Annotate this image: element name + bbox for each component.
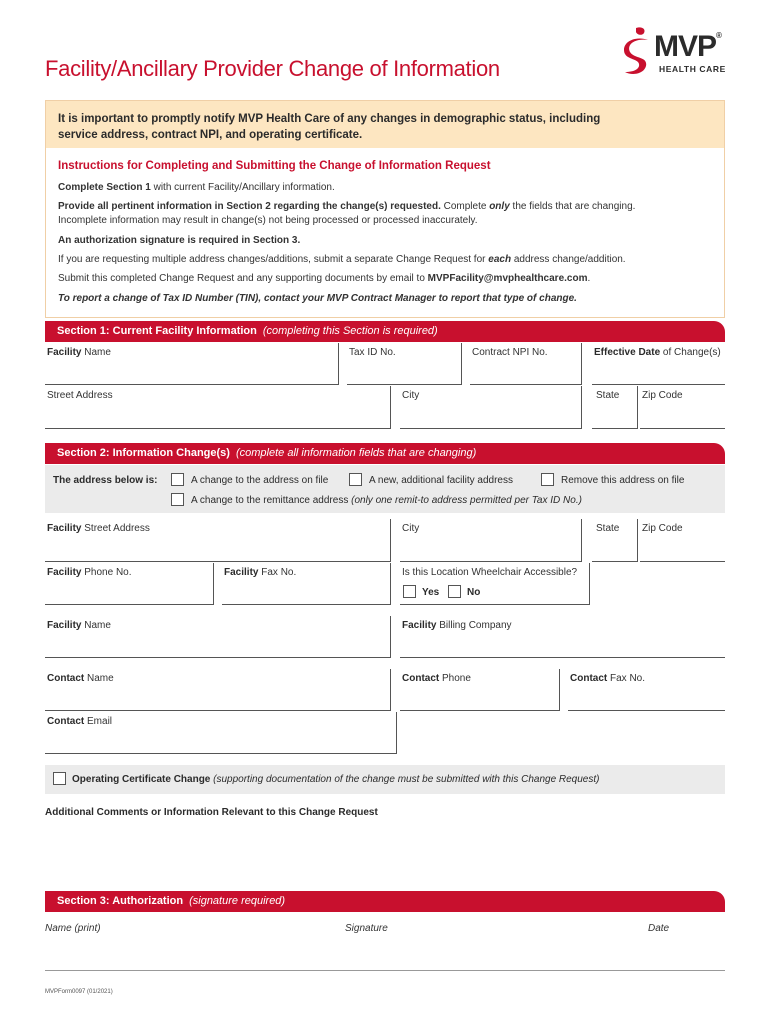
sig-signature-field[interactable]	[345, 940, 635, 964]
instruction-line-6: To report a change of Tax ID Number (TIN), contact your MVP Contract Manager to report that type of change.	[58, 293, 577, 304]
s1-street-address-field[interactable]: Street Address	[45, 386, 391, 429]
s2-contact-email-field[interactable]: Contact Email	[45, 712, 397, 754]
checkbox-wheelchair-no[interactable]	[448, 585, 461, 598]
sig-date-label: Date	[648, 923, 670, 934]
section1-header: Section 1: Current Facility Information (completing this Section is required)	[45, 321, 725, 342]
checkbox-change-address[interactable]	[171, 473, 184, 486]
s2-fax-field[interactable]: Facility Fax No.	[222, 563, 391, 605]
checkbox-new-address[interactable]	[349, 473, 362, 486]
comments-label: Additional Comments or Information Relevant to this Change Request	[45, 807, 378, 818]
instruction-line-3: An authorization signature is required in Section 3.	[58, 235, 301, 246]
checkbox-op-cert-label: Operating Certificate Change (supporting documentation of the change must be submitted with this Change Request)	[72, 774, 600, 785]
s2-state-field[interactable]: State	[592, 519, 638, 562]
logo-wordmark: MVP®	[654, 30, 721, 63]
s1-facility-name-field[interactable]: Facility Name	[45, 343, 339, 385]
instruction-line-4: If you are requesting multiple address changes/additions, submit a separate Change Request for each address change/addition.	[58, 254, 626, 265]
s2-street-address-field[interactable]: Facility Street Address	[45, 519, 391, 562]
checkbox-new-address-label: A new, additional facility address	[369, 475, 513, 486]
checkbox-remit-address-label: A change to the remittance address (only one remit-to address permitted per Tax ID No.)	[191, 495, 582, 506]
sig-name-field[interactable]	[45, 940, 335, 964]
section2-header: Section 2: Information Change(s) (complete all information fields that are changing)	[45, 443, 725, 464]
checkbox-wheelchair-yes-label: Yes	[422, 587, 440, 598]
s2-billing-company-field[interactable]: Facility Billing Company	[400, 616, 725, 658]
instruction-line-1: Complete Section 1 with current Facility/Ancillary information.	[58, 182, 335, 193]
instruction-line-2b: Incomplete information may result in change(s) not being processed or processed inaccurately.	[58, 215, 478, 226]
logo-tagline: HEALTH CARE	[659, 64, 726, 74]
s1-zip-field[interactable]: Zip Code	[640, 386, 725, 429]
checkbox-wheelchair-no-label: No	[467, 587, 481, 598]
mvp-swoosh-icon	[622, 26, 654, 78]
s2-wheelchair-field: Is this Location Wheelchair Accessible?	[400, 563, 590, 605]
s1-contract-npi-field[interactable]: Contract NPI No.	[470, 343, 582, 385]
address-below-label: The address below is:	[53, 475, 158, 486]
s2-contact-phone-field[interactable]: Contact Phone	[400, 669, 560, 711]
checkbox-op-cert[interactable]	[53, 772, 66, 785]
s1-effective-date-field[interactable]: Effective Date of Change(s)	[592, 343, 725, 385]
sig-name-label: Name (print)	[45, 923, 101, 934]
sig-signature-label: Signature	[345, 923, 388, 934]
instruction-line-2: Provide all pertinent information in Section 2 regarding the change(s) requested. Complete only the fields that are changing.	[58, 201, 636, 212]
s2-city-field[interactable]: City	[400, 519, 582, 562]
s2-phone-field[interactable]: Facility Phone No.	[45, 563, 214, 605]
email-link[interactable]: MVPFacility@mvphealthcare.com	[427, 273, 588, 284]
section3-header: Section 3: Authorization (signature required)	[45, 891, 725, 912]
s2-contact-fax-field[interactable]: Contact Fax No.	[568, 669, 725, 711]
page-title: Facility/Ancillary Provider Change of Information	[45, 56, 500, 81]
checkbox-wheelchair-yes[interactable]	[403, 585, 416, 598]
s2-zip-field[interactable]: Zip Code	[640, 519, 725, 562]
instruction-line-5: Submit this completed Change Request and any supporting documents by email to MVPFacility@mvphealthcare.com.	[58, 273, 591, 284]
s1-state-field[interactable]: State	[592, 386, 638, 429]
checkbox-change-address-label: A change to the address on file	[191, 475, 329, 486]
sig-date-field[interactable]	[648, 940, 725, 964]
s2-contact-name-field[interactable]: Contact Name	[45, 669, 391, 711]
s1-city-field[interactable]: City	[400, 386, 582, 429]
checkbox-remove-address[interactable]	[541, 473, 554, 486]
footer-divider	[45, 970, 725, 971]
checkbox-remove-address-label: Remove this address on file	[561, 475, 685, 486]
s2-facility-name-field[interactable]: Facility Name	[45, 616, 391, 658]
instructions-title: Instructions for Completing and Submitting the Change of Information Request	[58, 160, 491, 172]
s1-tax-id-field[interactable]: Tax ID No.	[347, 343, 462, 385]
mvp-logo	[622, 26, 732, 82]
notice-text: It is important to promptly notify MVP Health Care of any changes in demographic status, including service address, contract NPI, and operating certificate.	[58, 113, 601, 141]
checkbox-remit-address[interactable]	[171, 493, 184, 506]
form-number: MVPForm0097 (01/2021)	[45, 989, 113, 995]
comments-area[interactable]	[45, 822, 725, 882]
